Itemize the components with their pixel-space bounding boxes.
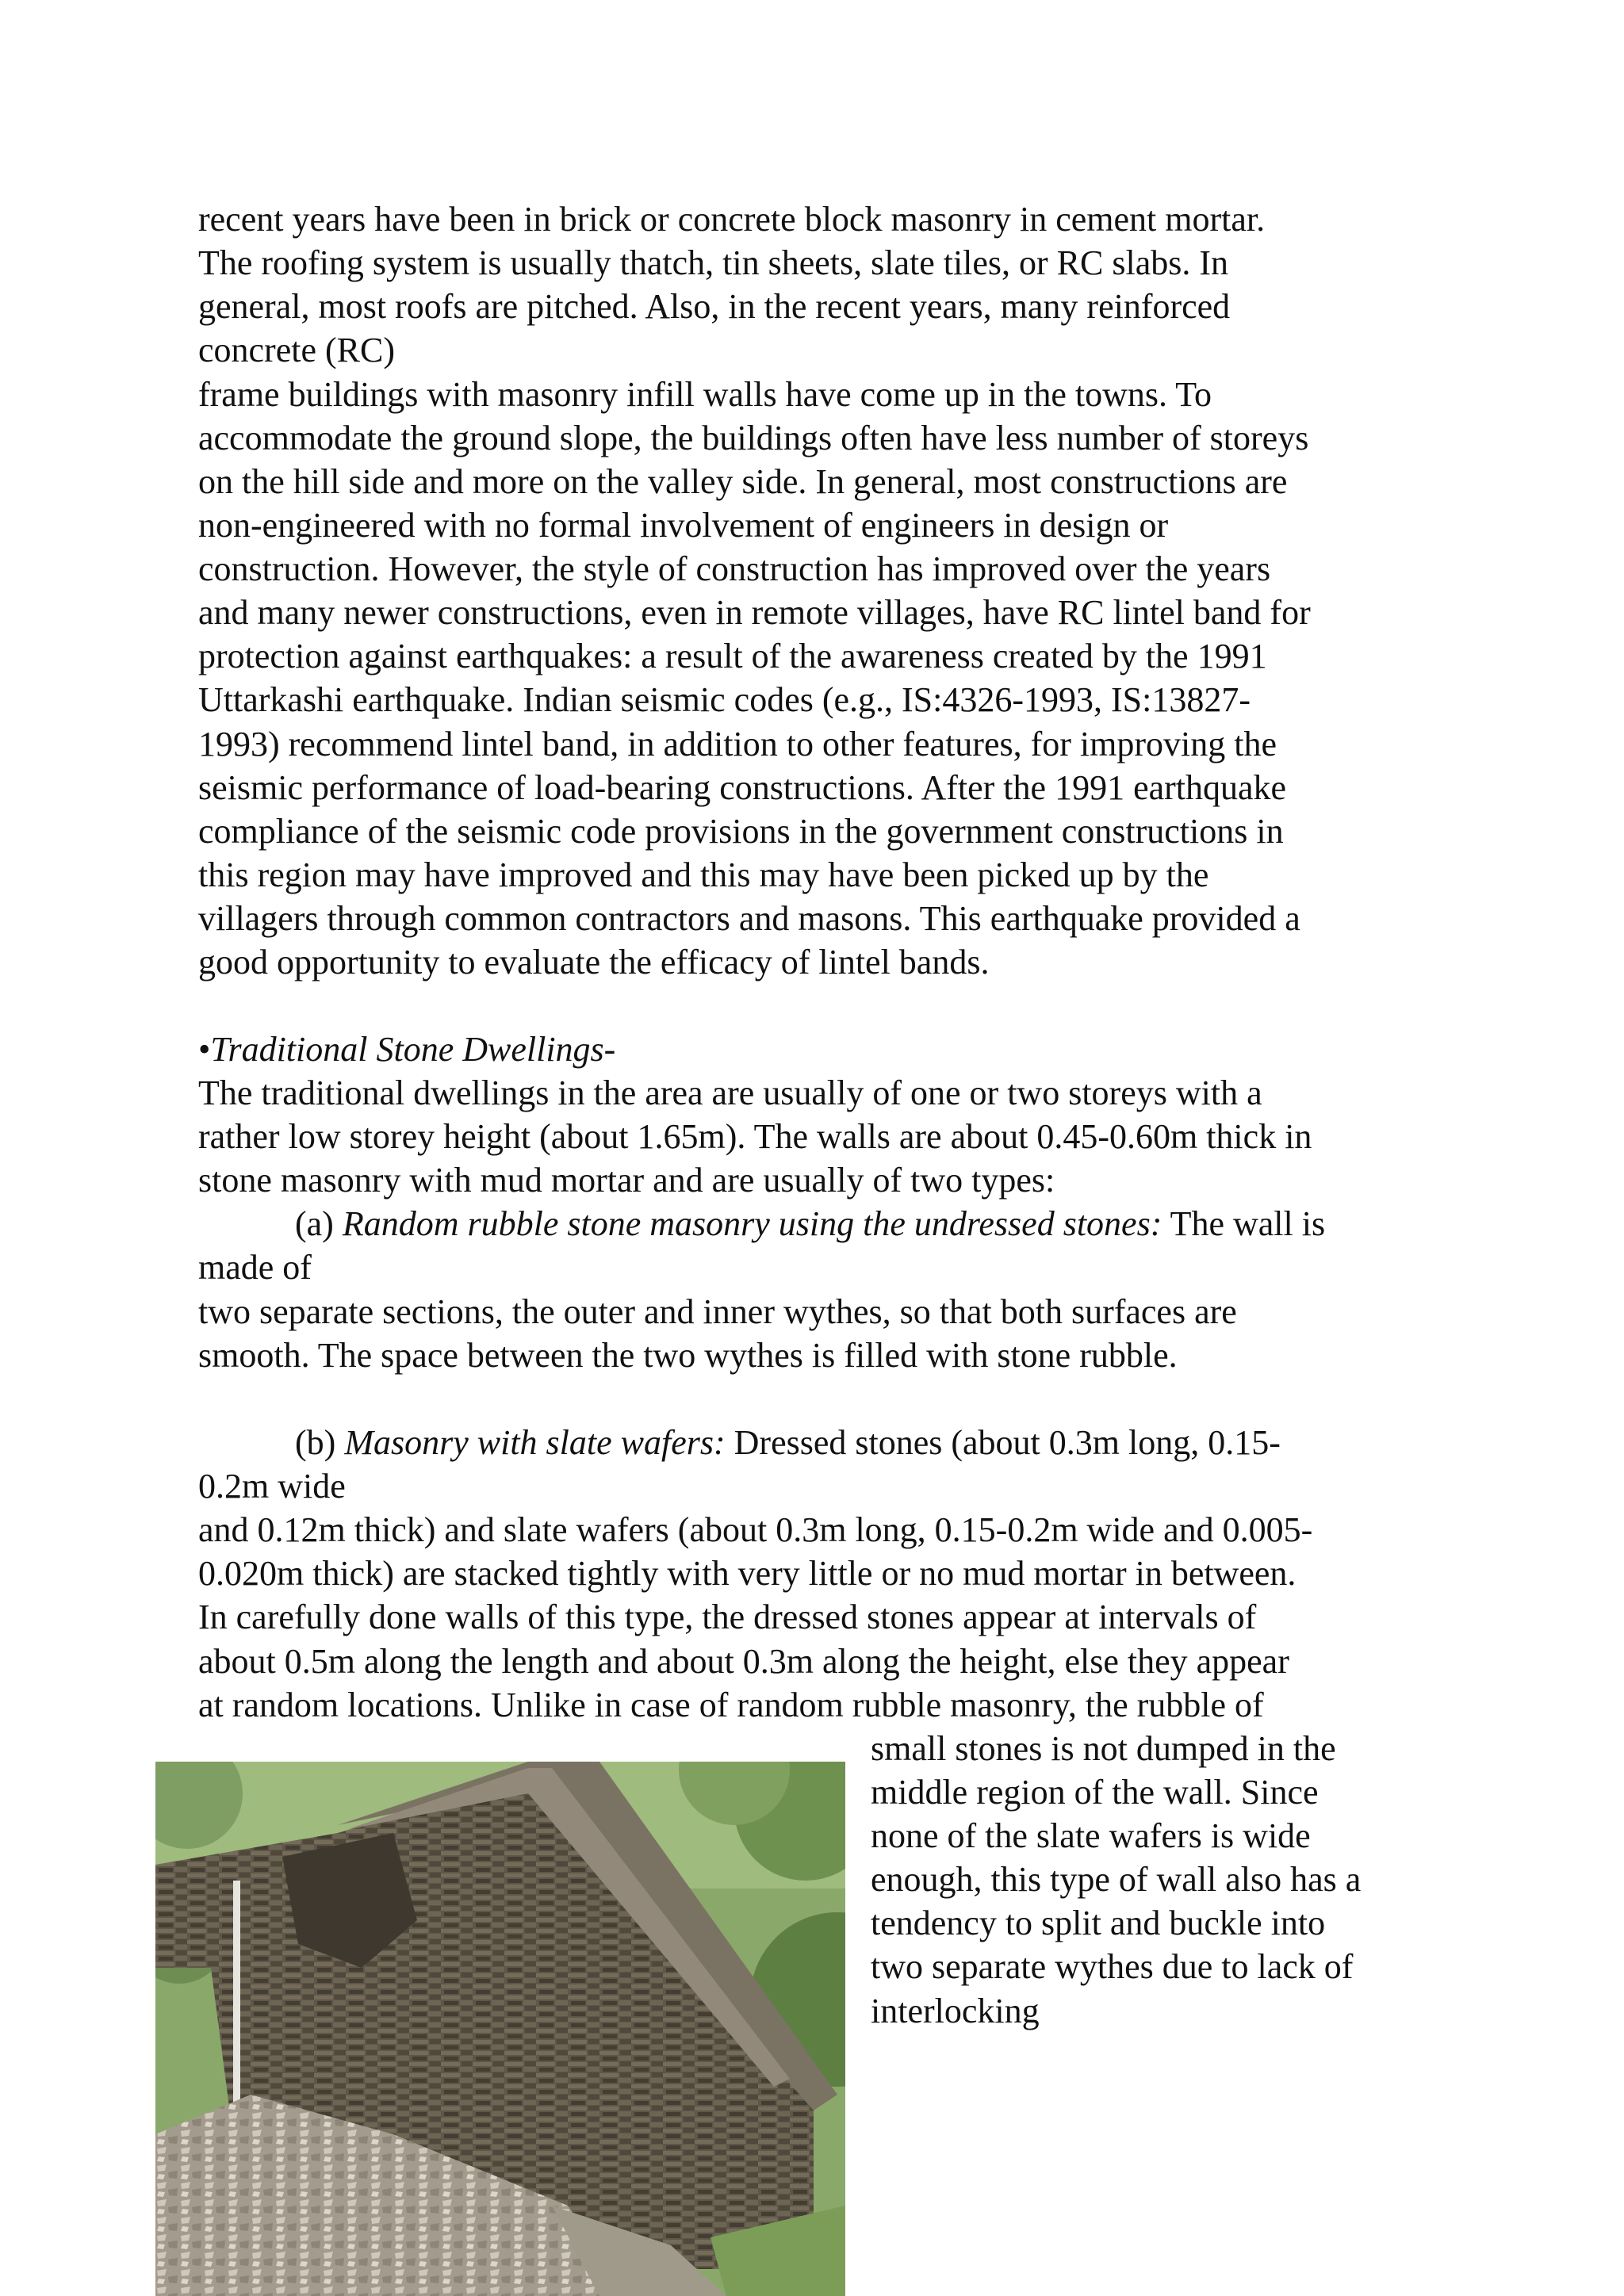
stone-house-photo <box>155 1762 845 2296</box>
body-text-line: on the hill side and more on the valley side. In general, most constructions are <box>198 462 1288 501</box>
body-text-line: The roofing system is usually thatch, tin sheets, slate tiles, or RC slabs. In <box>198 243 1229 282</box>
body-text-line: construction. However, the style of construction has improved over the years <box>198 549 1271 588</box>
bullet-symbol: • <box>198 1030 211 1069</box>
body-text-line: enough, this type of wall also has a <box>871 1860 1362 1899</box>
section-heading <box>198 1027 615 1071</box>
type-a-heading-line <box>295 1202 1325 1246</box>
body-text-line: rather low storey height (about 1.65m). The walls are about 0.45-0.60m thick in <box>198 1117 1312 1156</box>
body-text-line: smooth. The space between the two wythes is filled with stone rubble. <box>198 1336 1178 1375</box>
body-text-line: accommodate the ground slope, the buildings often have less number of storeys <box>198 419 1309 457</box>
body-text-line: middle region of the wall. Since <box>871 1773 1319 1812</box>
body-text-line: seismic performance of load-bearing constructions. After the 1991 earthquake <box>198 768 1287 807</box>
body-text-line: concrete (RC) <box>198 331 395 369</box>
body-text-line: tendency to split and buckle into <box>871 1904 1326 1942</box>
type-b-text: Dressed stones (about 0.3m long, 0.15- <box>725 1423 1281 1462</box>
body-text-line: general, most roofs are pitched. Also, in the recent years, many reinforced <box>198 287 1231 326</box>
body-text-line: stone masonry with mud mortar and are usually of two types: <box>198 1161 1055 1200</box>
body-text-line: The traditional dwellings in the area are usually of one or two storeys with a <box>198 1073 1262 1112</box>
type-a-label: (a) <box>295 1204 343 1243</box>
body-text-line: none of the slate wafers is wide <box>871 1816 1311 1855</box>
body-text-line: recent years have been in brick or concrete block masonry in cement mortar. <box>198 200 1266 239</box>
body-text-line: In carefully done walls of this type, the dressed stones appear at intervals of <box>198 1598 1257 1636</box>
body-text-line: and 0.12m thick) and slate wafers (about 0.3m long, 0.15-0.2m wide and 0.005- <box>198 1510 1313 1549</box>
body-text-line: interlocking <box>871 1992 1040 2030</box>
body-text-line: protection against earthquakes: a result of the awareness created by the 1991 <box>198 637 1267 675</box>
body-text-line: 1993) recommend lintel band, in addition to other features, for improving the <box>198 725 1277 763</box>
body-text-line: this region may have improved and this may have been picked up by the <box>198 855 1209 894</box>
type-b-heading-line <box>295 1421 1281 1464</box>
body-text-line: two separate sections, the outer and inner wythes, so that both surfaces are <box>198 1292 1237 1331</box>
body-text-line: frame buildings with masonry infill walls have come up in the towns. To <box>198 375 1212 414</box>
body-text-line: small stones is not dumped in the <box>871 1729 1336 1768</box>
type-a-text: The wall is <box>1162 1204 1326 1243</box>
body-text-line: 0.2m wide <box>198 1467 346 1506</box>
body-text-line: made of <box>198 1248 312 1287</box>
body-text-line: good opportunity to evaluate the efficacy of lintel bands. <box>198 943 990 982</box>
body-text-line: two separate wythes due to lack of <box>871 1947 1354 1986</box>
body-text-line: at random locations. Unlike in case of random rubble masonry, the rubble of <box>198 1686 1264 1724</box>
body-text-line: compliance of the seismic code provisions in the government constructions in <box>198 812 1284 851</box>
type-b-title: Masonry with slate wafers: <box>344 1423 726 1462</box>
body-text-line: non-engineered with no formal involvement of engineers in design or <box>198 506 1169 545</box>
section-heading-text: Traditional Stone Dwellings- <box>210 1030 616 1069</box>
body-text-line: villagers through common contractors and masons. This earthquake provided a <box>198 899 1300 938</box>
type-b-label: (b) <box>295 1423 345 1462</box>
body-text-line: Uttarkashi earthquake. Indian seismic codes (e.g., IS:4326-1993, IS:13827- <box>198 680 1251 719</box>
body-text-line: 0.020m thick) are stacked tightly with very little or no mud mortar in between. <box>198 1554 1297 1593</box>
body-text-line: and many newer constructions, even in remote villages, have RC lintel band for <box>198 593 1311 632</box>
type-a-title: Random rubble stone masonry using the undressed stones: <box>342 1204 1162 1243</box>
body-text-line: about 0.5m along the length and about 0.3m along the height, else they appear <box>198 1642 1289 1681</box>
